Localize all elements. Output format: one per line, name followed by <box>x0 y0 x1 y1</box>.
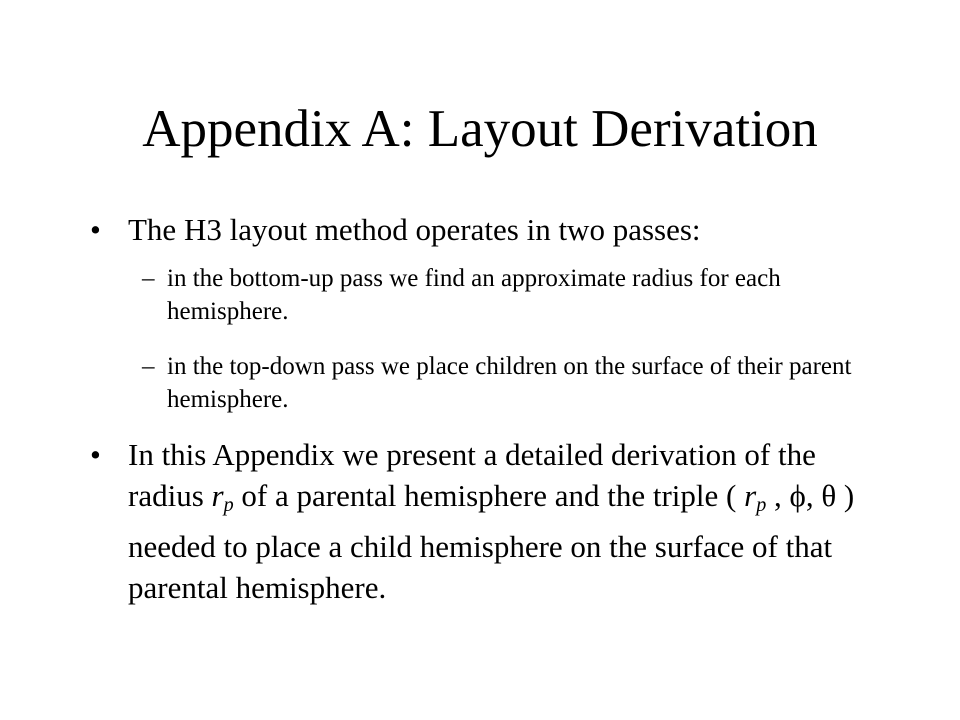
slide-title: Appendix A: Layout Derivation <box>142 100 818 158</box>
bullet-text <box>128 434 880 608</box>
subbullet-item <box>142 262 892 328</box>
bullet-item <box>90 434 880 608</box>
bullet-item <box>90 209 880 250</box>
radius-variable: r <box>744 478 757 513</box>
bullet-marker: • <box>90 437 101 472</box>
bullet-marker: • <box>90 212 101 247</box>
subbullet-text: in the bottom-up pass we find an approximate radius for each hemisphere. <box>167 265 781 325</box>
subbullet-item <box>142 350 892 416</box>
bullet-text: The H3 layout method operates in two passes: <box>128 212 701 247</box>
radius-subscript: p <box>756 494 767 517</box>
text-segment: of a parental hemisphere and the triple ( <box>233 478 745 513</box>
subbullet-marker: – <box>142 265 155 292</box>
text-segment: In this Appendix we present a detailed derivation of the radius <box>128 437 816 513</box>
radius-subscript: p <box>223 494 234 517</box>
subbullet-marker: – <box>142 353 155 380</box>
text-segment: , ϕ, θ ) needed to place a child hemisphere on the surface of that parental hemisphere. <box>128 478 855 606</box>
subbullet-text: in the top-down pass we place children on the surface of their parent hemisphere. <box>167 353 852 413</box>
radius-variable: r <box>211 478 224 513</box>
